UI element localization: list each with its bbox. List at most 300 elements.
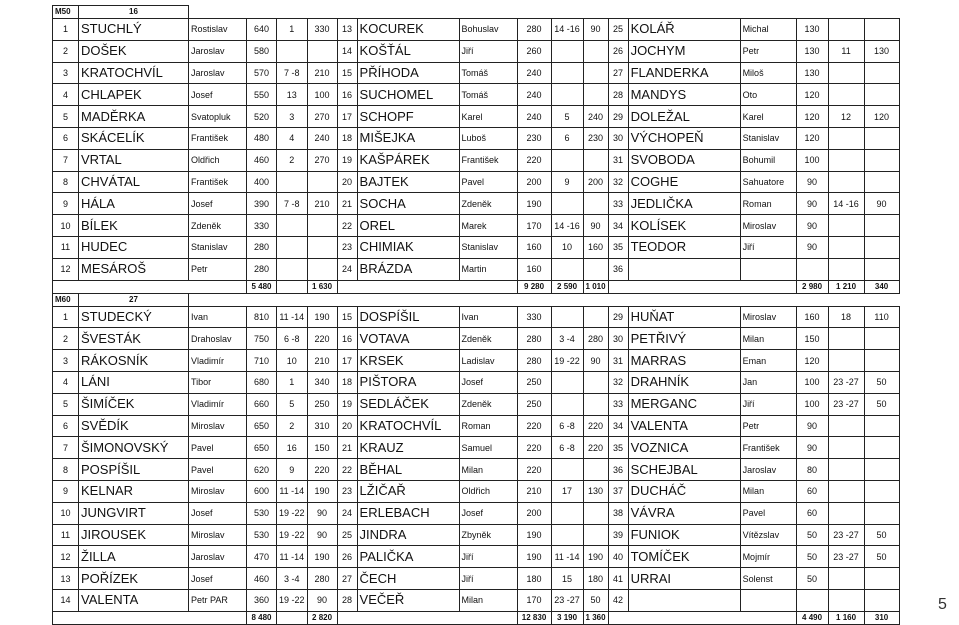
cell-firstname: Jan [740,371,796,393]
cell-rank: 34 [608,215,628,237]
cell-placing: 11 -14 [277,546,308,568]
cell-surname: KRSEK [357,350,459,372]
cell-points: 650 [247,437,277,459]
cell-rank: 8 [53,459,79,481]
cell-points: 460 [247,149,277,171]
summary-d: 2 590 [551,280,583,293]
cell-placing: 1 [277,371,308,393]
cell-score [583,149,608,171]
summary-a: 8 480 [247,611,277,624]
cell-score [864,437,899,459]
cell-firstname: Marek [459,215,517,237]
cell-rank: 4 [53,84,79,106]
cell-rank: 9 [53,480,79,502]
cell-points: 160 [796,306,828,328]
cell-score: 100 [307,84,337,106]
cell-points: 710 [247,350,277,372]
cell-points: 190 [517,524,551,546]
cell-firstname: Zdeněk [189,215,247,237]
cell-placing [551,371,583,393]
cell-points: 580 [247,40,277,62]
cell-score: 90 [307,502,337,524]
cell-points: 190 [517,546,551,568]
cell-points: 120 [796,350,828,372]
table-row [53,258,900,280]
cell-placing: 14 -16 [551,215,583,237]
cell-placing [551,258,583,280]
cell-points: 220 [517,459,551,481]
cell-placing [828,350,864,372]
cell-firstname: Samuel [459,437,517,459]
cell-score [583,84,608,106]
cell-points: 600 [247,480,277,502]
cell-rank: 3 [53,350,79,372]
cell-firstname: František [189,127,247,149]
cell-firstname: Roman [459,415,517,437]
cell-score: 50 [583,589,608,611]
cell-rank: 23 [337,236,357,258]
cell-score [864,589,899,611]
cell-points: 470 [247,546,277,568]
cell-score [864,459,899,481]
cell-firstname: Milan [740,328,796,350]
cell-surname: KRATOCHVÍL [357,415,459,437]
results-table [52,5,900,625]
cell-placing: 23 -27 [551,589,583,611]
cell-firstname: Pavel [189,459,247,481]
cell-firstname: Vítězslav [740,524,796,546]
header-spacer [189,6,900,19]
cell-rank: 33 [608,193,628,215]
cell-firstname: Vladimír [189,393,247,415]
cell-points: 190 [517,193,551,215]
cell-firstname: Josef [189,502,247,524]
cell-firstname: Milan [459,589,517,611]
cell-surname: ŠIMÍČEK [79,393,189,415]
summary-b: 1 630 [307,280,337,293]
cell-rank: 4 [53,371,79,393]
cell-placing: 17 [551,480,583,502]
cell-surname: HUŇAT [628,306,740,328]
cell-score: 130 [583,480,608,502]
table-row [53,502,900,524]
cell-firstname: Jiří [459,568,517,590]
category-count: 16 [79,6,189,19]
cell-placing [828,19,864,41]
cell-score [864,502,899,524]
cell-surname: KOLÁŘ [628,19,740,41]
cell-score [864,215,899,237]
cell-placing: 12 [828,106,864,128]
cell-surname: POSPÍŠIL [79,459,189,481]
cell-surname: VÝCHOPEŇ [628,127,740,149]
cell-points: 90 [796,236,828,258]
cell-firstname: Petr [189,258,247,280]
cell-points: 530 [247,524,277,546]
cell-points: 80 [796,459,828,481]
cell-score: 240 [307,127,337,149]
cell-points: 660 [247,393,277,415]
cell-rank: 19 [337,149,357,171]
cell-points: 180 [517,568,551,590]
cell-surname: DOLEŽAL [628,106,740,128]
category-header-row [53,293,900,306]
cell-surname: SVĚDÍK [79,415,189,437]
cell-points [796,258,828,280]
cell-placing: 6 -8 [551,415,583,437]
cell-score: 120 [864,106,899,128]
cell-placing [551,40,583,62]
cell-rank: 24 [337,258,357,280]
cell-placing [551,459,583,481]
cell-surname: MESÁROŠ [79,258,189,280]
cell-rank: 29 [608,306,628,328]
cell-surname: CHLAPEK [79,84,189,106]
cell-score: 190 [307,546,337,568]
cell-firstname: Josef [459,371,517,393]
cell-rank: 29 [608,106,628,128]
table-row [53,193,900,215]
cell-points: 550 [247,84,277,106]
cell-firstname: Miroslav [189,480,247,502]
cell-rank: 31 [608,149,628,171]
table-row [53,84,900,106]
cell-score: 50 [864,524,899,546]
cell-points: 160 [517,236,551,258]
cell-score [864,328,899,350]
cell-placing [551,393,583,415]
cell-firstname: Oldřich [459,480,517,502]
cell-score [307,236,337,258]
cell-rank: 42 [608,589,628,611]
cell-firstname: Josef [189,193,247,215]
cell-points: 280 [247,236,277,258]
cell-firstname: Mojmír [740,546,796,568]
cell-surname: JOCHYM [628,40,740,62]
cell-placing: 23 -27 [828,393,864,415]
cell-firstname: Karel [740,106,796,128]
cell-placing [277,171,308,193]
summary-c: 12 830 [517,611,551,624]
cell-rank: 23 [337,480,357,502]
table-row [53,328,900,350]
cell-score [864,171,899,193]
cell-firstname: Miloš [740,62,796,84]
summary-b: 2 820 [307,611,337,624]
cell-surname: FLANDERKA [628,62,740,84]
cell-placing: 9 [277,459,308,481]
cell-firstname: Jaroslav [740,459,796,481]
cell-rank: 28 [337,589,357,611]
cell-placing: 11 -14 [277,480,308,502]
summary-empty [53,280,247,293]
cell-score [864,350,899,372]
cell-surname [628,258,740,280]
cell-points: 130 [796,40,828,62]
cell-placing: 3 -4 [551,328,583,350]
cell-surname: ŽILLA [79,546,189,568]
table-row [53,524,900,546]
cell-rank: 36 [608,459,628,481]
cell-points: 220 [517,415,551,437]
cell-surname: SUCHOMEL [357,84,459,106]
cell-surname: RÁKOSNÍK [79,350,189,372]
cell-placing: 19 -22 [277,502,308,524]
cell-score: 220 [583,415,608,437]
cell-placing: 10 [277,350,308,372]
cell-points: 530 [247,502,277,524]
cell-rank: 16 [337,328,357,350]
cell-score: 90 [583,350,608,372]
cell-points: 640 [247,19,277,41]
cell-firstname: Petr [740,415,796,437]
cell-points: 160 [517,258,551,280]
cell-points: 130 [796,62,828,84]
cell-placing [828,459,864,481]
cell-placing: 7 -8 [277,193,308,215]
cell-rank: 35 [608,437,628,459]
cell-firstname: Pavel [740,502,796,524]
cell-points: 100 [796,371,828,393]
cell-surname: MARRAS [628,350,740,372]
cell-surname: BRÁZDA [357,258,459,280]
cell-points: 260 [517,40,551,62]
cell-placing [551,149,583,171]
summary-e: 1 010 [583,280,608,293]
cell-rank: 13 [337,19,357,41]
cell-rank: 11 [53,236,79,258]
cell-rank: 33 [608,393,628,415]
cell-points: 90 [796,437,828,459]
cell-points: 50 [796,524,828,546]
summary-empty [277,280,308,293]
cell-surname: SEDLÁČEK [357,393,459,415]
cell-surname: JUNGVIRT [79,502,189,524]
cell-points: 480 [247,127,277,149]
cell-firstname: Petr [740,40,796,62]
cell-points: 280 [247,258,277,280]
cell-placing [828,62,864,84]
cell-points: 570 [247,62,277,84]
cell-firstname: Karel [459,106,517,128]
cell-score [864,19,899,41]
cell-rank: 12 [53,258,79,280]
cell-surname: VEČEŘ [357,589,459,611]
cell-score [583,193,608,215]
cell-surname: MADĚRKA [79,106,189,128]
cell-points: 90 [796,215,828,237]
cell-placing: 2 [277,149,308,171]
cell-points: 280 [517,350,551,372]
cell-points: 750 [247,328,277,350]
category-code: M50 [53,6,79,19]
cell-score: 50 [864,393,899,415]
cell-surname: CHVÁTAL [79,171,189,193]
cell-surname: DOSPÍŠIL [357,306,459,328]
cell-placing: 23 -27 [828,371,864,393]
cell-rank: 12 [53,546,79,568]
cell-points: 620 [247,459,277,481]
cell-firstname: Miroslav [189,415,247,437]
cell-points: 100 [796,149,828,171]
cell-placing [828,415,864,437]
cell-rank: 9 [53,193,79,215]
cell-rank: 22 [337,459,357,481]
cell-placing: 1 [277,19,308,41]
table-row [53,215,900,237]
cell-points: 650 [247,415,277,437]
cell-placing [828,437,864,459]
category-header-row [53,6,900,19]
cell-firstname: Luboš [459,127,517,149]
cell-firstname: Stanislav [189,236,247,258]
table-row [53,350,900,372]
cell-points: 90 [796,193,828,215]
cell-surname: ŠIMONOVSKÝ [79,437,189,459]
cell-rank: 34 [608,415,628,437]
cell-points: 220 [517,149,551,171]
cell-score: 90 [864,193,899,215]
cell-score [864,127,899,149]
cell-firstname: Bohumil [740,149,796,171]
cell-placing: 2 [277,415,308,437]
cell-firstname: Jiří [459,546,517,568]
cell-firstname: Miroslav [740,215,796,237]
cell-placing: 5 [277,393,308,415]
cell-points: 250 [517,371,551,393]
cell-placing [828,502,864,524]
cell-placing: 6 [551,127,583,149]
cell-placing [828,328,864,350]
cell-score: 190 [307,480,337,502]
cell-firstname: Martin [459,258,517,280]
cell-firstname: Milan [459,459,517,481]
cell-points: 360 [247,589,277,611]
cell-score: 280 [307,568,337,590]
cell-surname: CHIMIAK [357,236,459,258]
cell-rank: 17 [337,350,357,372]
cell-placing [828,480,864,502]
cell-rank: 1 [53,306,79,328]
cell-rank: 32 [608,371,628,393]
cell-firstname: Jiří [740,236,796,258]
cell-points: 210 [517,480,551,502]
cell-surname: PALIČKA [357,546,459,568]
cell-rank: 10 [53,502,79,524]
table-row [53,437,900,459]
cell-score: 250 [307,393,337,415]
cell-score: 130 [864,40,899,62]
cell-placing [551,193,583,215]
cell-surname: SKÁCELÍK [79,127,189,149]
cell-surname: TEODOR [628,236,740,258]
cell-surname: BĚHAL [357,459,459,481]
cell-points: 130 [796,19,828,41]
cell-points: 50 [796,546,828,568]
cell-score [864,258,899,280]
cell-rank: 20 [337,415,357,437]
table-row [53,106,900,128]
cell-score: 240 [583,106,608,128]
cell-surname: PETŘIVÝ [628,328,740,350]
cell-placing [828,589,864,611]
cell-surname: JIROUSEK [79,524,189,546]
cell-firstname: Oldřich [189,149,247,171]
cell-surname: DOŠEK [79,40,189,62]
cell-placing [551,306,583,328]
cell-firstname: Pavel [459,171,517,193]
header-spacer [189,293,900,306]
cell-placing: 10 [551,236,583,258]
cell-points: 220 [517,437,551,459]
cell-score: 160 [583,236,608,258]
cell-points: 520 [247,106,277,128]
summary-c: 9 280 [517,280,551,293]
cell-firstname [740,589,796,611]
cell-firstname [740,258,796,280]
summary-row [53,280,900,293]
cell-firstname: Drahoslav [189,328,247,350]
cell-surname: KELNAR [79,480,189,502]
table-row [53,62,900,84]
cell-rank: 24 [337,502,357,524]
table-row [53,127,900,149]
cell-placing: 16 [277,437,308,459]
cell-points: 50 [796,568,828,590]
cell-surname: SOCHA [357,193,459,215]
cell-surname: KRAUZ [357,437,459,459]
cell-surname: URRAI [628,568,740,590]
summary-e: 1 360 [583,611,608,624]
cell-rank: 11 [53,524,79,546]
cell-placing: 5 [551,106,583,128]
cell-firstname: Bohuslav [459,19,517,41]
cell-rank: 30 [608,127,628,149]
cell-score [583,62,608,84]
summary-f: 2 980 [796,280,828,293]
summary-empty [608,280,796,293]
cell-placing [551,84,583,106]
cell-score: 330 [307,19,337,41]
cell-score: 220 [307,459,337,481]
summary-row [53,611,900,624]
cell-score: 220 [307,328,337,350]
cell-surname: KRATOCHVÍL [79,62,189,84]
cell-points: 170 [517,589,551,611]
cell-rank: 41 [608,568,628,590]
cell-rank: 40 [608,546,628,568]
cell-points [796,589,828,611]
cell-score: 90 [583,215,608,237]
cell-rank: 26 [608,40,628,62]
cell-score: 190 [307,306,337,328]
cell-surname: STUDECKÝ [79,306,189,328]
cell-score: 280 [583,328,608,350]
cell-points: 150 [796,328,828,350]
cell-points: 60 [796,502,828,524]
cell-firstname: Miroslav [740,306,796,328]
category-code: M60 [53,293,79,306]
cell-surname: DUCHÁČ [628,480,740,502]
cell-surname: VOTAVA [357,328,459,350]
cell-points: 810 [247,306,277,328]
cell-surname: OREL [357,215,459,237]
cell-firstname: Josef [459,502,517,524]
cell-score [583,40,608,62]
cell-firstname: František [459,149,517,171]
cell-placing: 6 -8 [551,437,583,459]
cell-rank: 5 [53,393,79,415]
